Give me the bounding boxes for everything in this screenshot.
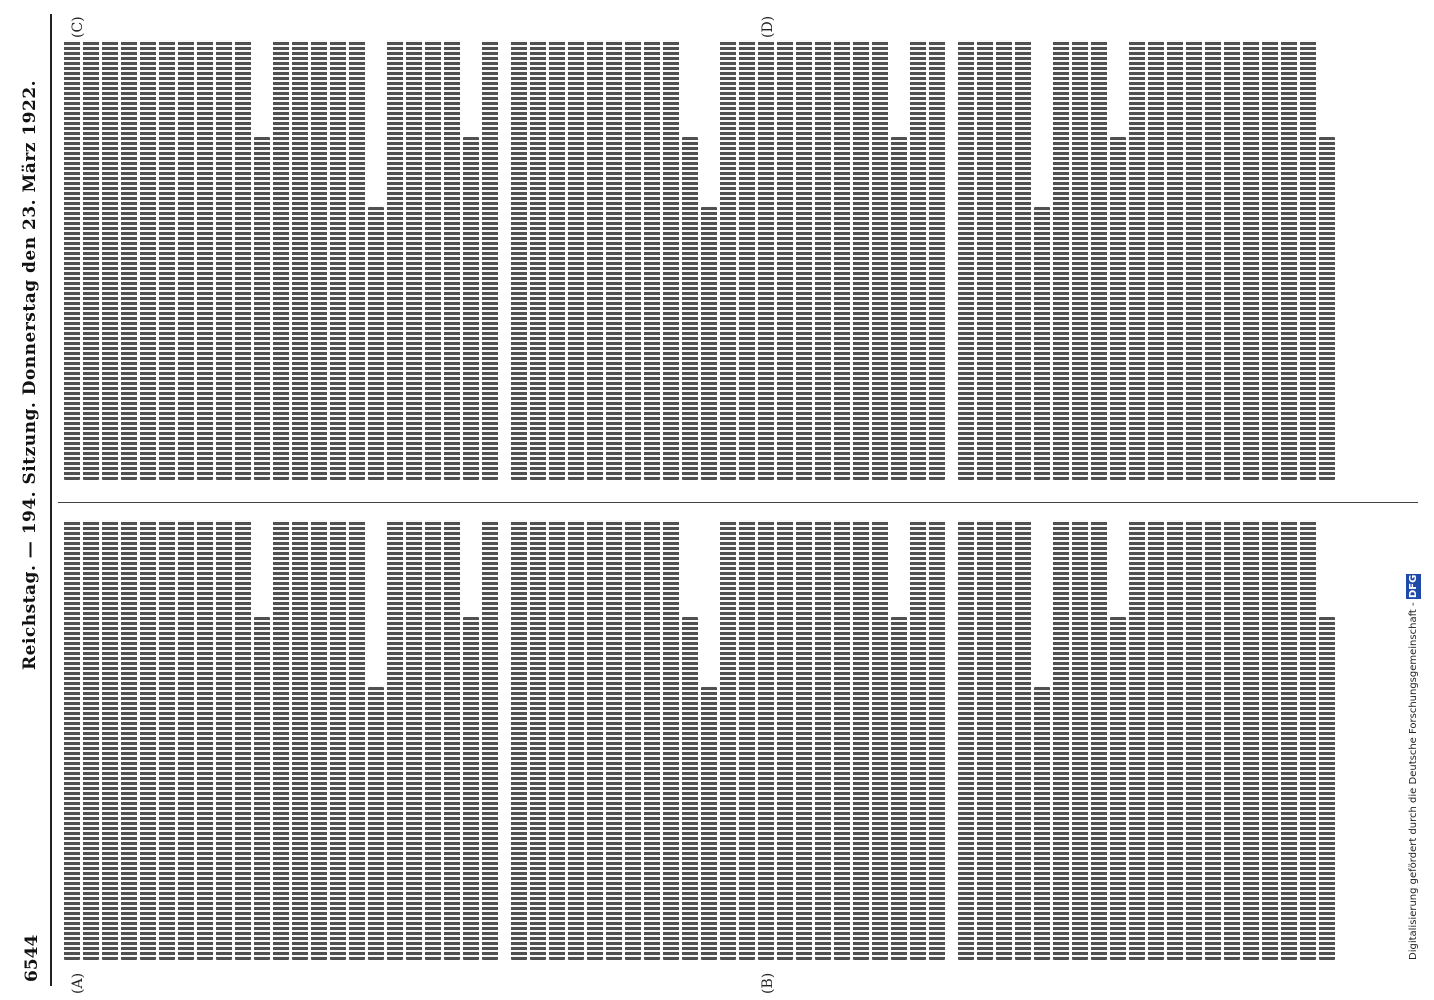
text-line-placeholder: [1281, 520, 1297, 960]
text-line-placeholder: [1110, 137, 1126, 480]
text-line-placeholder: [958, 40, 974, 480]
text-line-placeholder: [330, 520, 346, 960]
text-line-placeholder: [929, 520, 945, 960]
text-line-placeholder: [311, 520, 327, 960]
text-line-placeholder: [235, 520, 251, 960]
text-line-placeholder: [644, 520, 660, 960]
text-line-placeholder: [387, 520, 403, 960]
text-line-placeholder: [1205, 40, 1221, 480]
text-line-placeholder: [140, 40, 156, 480]
text-line-placeholder: [463, 137, 479, 480]
text-column-left: [64, 520, 1414, 960]
dfg-logo: DFG: [1408, 574, 1419, 599]
text-line-placeholder: [739, 40, 755, 480]
text-line-placeholder: [977, 520, 993, 960]
text-line-placeholder: [511, 40, 527, 480]
text-line-placeholder: [216, 40, 232, 480]
text-line-placeholder: [872, 40, 888, 480]
text-line-placeholder: [273, 40, 289, 480]
digitization-note: [1406, 60, 1428, 960]
text-line-placeholder: [121, 40, 137, 480]
text-line-placeholder: [1129, 520, 1145, 960]
text-line-placeholder: [758, 520, 774, 960]
text-line-placeholder: [606, 40, 622, 480]
margin-letter-a: (A): [70, 972, 86, 994]
text-line-placeholder: [1034, 207, 1050, 480]
text-line-placeholder: [292, 520, 308, 960]
text-line-placeholder: [102, 40, 118, 480]
text-line-placeholder: [1224, 520, 1240, 960]
text-line-placeholder: [349, 40, 365, 480]
text-line-placeholder: [568, 520, 584, 960]
column-divider: [58, 502, 1418, 503]
text-line-placeholder: [853, 520, 869, 960]
text-line-placeholder: [1148, 520, 1164, 960]
text-line-placeholder: [254, 617, 270, 960]
text-line-placeholder: [444, 40, 460, 480]
paragraph-gap: [501, 40, 511, 480]
text-line-placeholder: [83, 520, 99, 960]
text-line-placeholder: [606, 520, 622, 960]
text-line-placeholder: [815, 520, 831, 960]
text-line-placeholder: [530, 40, 546, 480]
text-line-placeholder: [1015, 40, 1031, 480]
text-line-placeholder: [777, 40, 793, 480]
text-line-placeholder: [1034, 687, 1050, 960]
text-line-placeholder: [587, 520, 603, 960]
text-line-placeholder: [216, 520, 232, 960]
text-line-placeholder: [815, 40, 831, 480]
text-line-placeholder: [996, 40, 1012, 480]
header-rule: [50, 14, 52, 986]
text-line-placeholder: [644, 40, 660, 480]
text-line-placeholder: [1072, 40, 1088, 480]
text-line-placeholder: [511, 520, 527, 960]
text-line-placeholder: [701, 687, 717, 960]
text-line-placeholder: [720, 520, 736, 960]
text-line-placeholder: [872, 520, 888, 960]
text-line-placeholder: [387, 40, 403, 480]
text-line-placeholder: [568, 40, 584, 480]
text-line-placeholder: [406, 40, 422, 480]
text-line-placeholder: [273, 520, 289, 960]
text-line-placeholder: [1243, 520, 1259, 960]
page-number: 6544: [22, 934, 42, 982]
text-line-placeholder: [159, 40, 175, 480]
text-line-placeholder: [444, 520, 460, 960]
paragraph-gap: [501, 520, 511, 960]
text-line-placeholder: [64, 40, 80, 480]
paragraph-gap: [948, 520, 958, 960]
text-line-placeholder: [1205, 520, 1221, 960]
text-line-placeholder: [853, 40, 869, 480]
text-line-placeholder: [406, 520, 422, 960]
text-line-placeholder: [1300, 520, 1316, 960]
text-line-placeholder: [958, 520, 974, 960]
text-line-placeholder: [682, 137, 698, 480]
text-line-placeholder: [1224, 40, 1240, 480]
text-line-placeholder: [796, 40, 812, 480]
text-line-placeholder: [1072, 520, 1088, 960]
text-line-placeholder: [663, 520, 679, 960]
text-line-placeholder: [178, 40, 194, 480]
text-line-placeholder: [1300, 40, 1316, 480]
text-line-placeholder: [910, 520, 926, 960]
margin-letter-b: (B): [760, 972, 776, 994]
margin-letter-c: (C): [70, 16, 86, 38]
text-line-placeholder: [720, 40, 736, 480]
text-line-placeholder: [159, 520, 175, 960]
text-line-placeholder: [739, 520, 755, 960]
text-line-placeholder: [834, 40, 850, 480]
text-line-placeholder: [102, 520, 118, 960]
text-line-placeholder: [1262, 520, 1278, 960]
text-line-placeholder: [140, 520, 156, 960]
text-line-placeholder: [1243, 40, 1259, 480]
text-line-placeholder: [1319, 617, 1335, 960]
text-line-placeholder: [758, 40, 774, 480]
margin-letter-d: (D): [760, 15, 776, 38]
running-title: Reichstag. — 194. Sitzung. Donnerstag den 23. März 1922.: [20, 79, 40, 670]
text-line-placeholder: [425, 520, 441, 960]
digitization-note-text: Digitalisierung gefördert durch die Deutsche Forschungsgemeinschaft -: [1408, 602, 1419, 960]
text-line-placeholder: [121, 520, 137, 960]
text-line-placeholder: [1167, 40, 1183, 480]
text-line-placeholder: [1319, 137, 1335, 480]
text-line-placeholder: [235, 40, 251, 480]
text-line-placeholder: [834, 520, 850, 960]
text-line-placeholder: [977, 40, 993, 480]
text-line-placeholder: [682, 617, 698, 960]
text-line-placeholder: [530, 520, 546, 960]
text-line-placeholder: [1186, 40, 1202, 480]
text-line-placeholder: [625, 40, 641, 480]
text-line-placeholder: [349, 520, 365, 960]
text-line-placeholder: [83, 40, 99, 480]
text-line-placeholder: [292, 40, 308, 480]
text-line-placeholder: [425, 40, 441, 480]
text-line-placeholder: [1148, 40, 1164, 480]
text-line-placeholder: [254, 137, 270, 480]
text-line-placeholder: [197, 520, 213, 960]
text-line-placeholder: [777, 520, 793, 960]
text-line-placeholder: [549, 40, 565, 480]
text-line-placeholder: [178, 520, 194, 960]
text-line-placeholder: [368, 687, 384, 960]
text-column-right: [64, 40, 1414, 480]
text-line-placeholder: [1186, 520, 1202, 960]
page-header: [0, 0, 54, 1000]
text-line-placeholder: [1091, 40, 1107, 480]
text-line-placeholder: [1110, 617, 1126, 960]
text-line-placeholder: [929, 40, 945, 480]
text-line-placeholder: [796, 520, 812, 960]
text-line-placeholder: [910, 40, 926, 480]
text-line-placeholder: [64, 520, 80, 960]
text-line-placeholder: [891, 137, 907, 480]
text-line-placeholder: [1129, 40, 1145, 480]
text-line-placeholder: [1167, 520, 1183, 960]
text-line-placeholder: [1091, 520, 1107, 960]
text-line-placeholder: [330, 40, 346, 480]
text-line-placeholder: [1015, 520, 1031, 960]
text-line-placeholder: [549, 520, 565, 960]
text-line-placeholder: [891, 617, 907, 960]
text-line-placeholder: [625, 520, 641, 960]
text-line-placeholder: [587, 40, 603, 480]
text-line-placeholder: [1053, 520, 1069, 960]
text-line-placeholder: [996, 520, 1012, 960]
text-line-placeholder: [1262, 40, 1278, 480]
text-line-placeholder: [368, 207, 384, 480]
text-line-placeholder: [311, 40, 327, 480]
text-line-placeholder: [1053, 40, 1069, 480]
text-line-placeholder: [663, 40, 679, 480]
text-line-placeholder: [482, 40, 498, 480]
paragraph-gap: [948, 40, 958, 480]
text-line-placeholder: [701, 207, 717, 480]
text-line-placeholder: [197, 40, 213, 480]
text-line-placeholder: [482, 520, 498, 960]
text-line-placeholder: [463, 617, 479, 960]
text-line-placeholder: [1281, 40, 1297, 480]
